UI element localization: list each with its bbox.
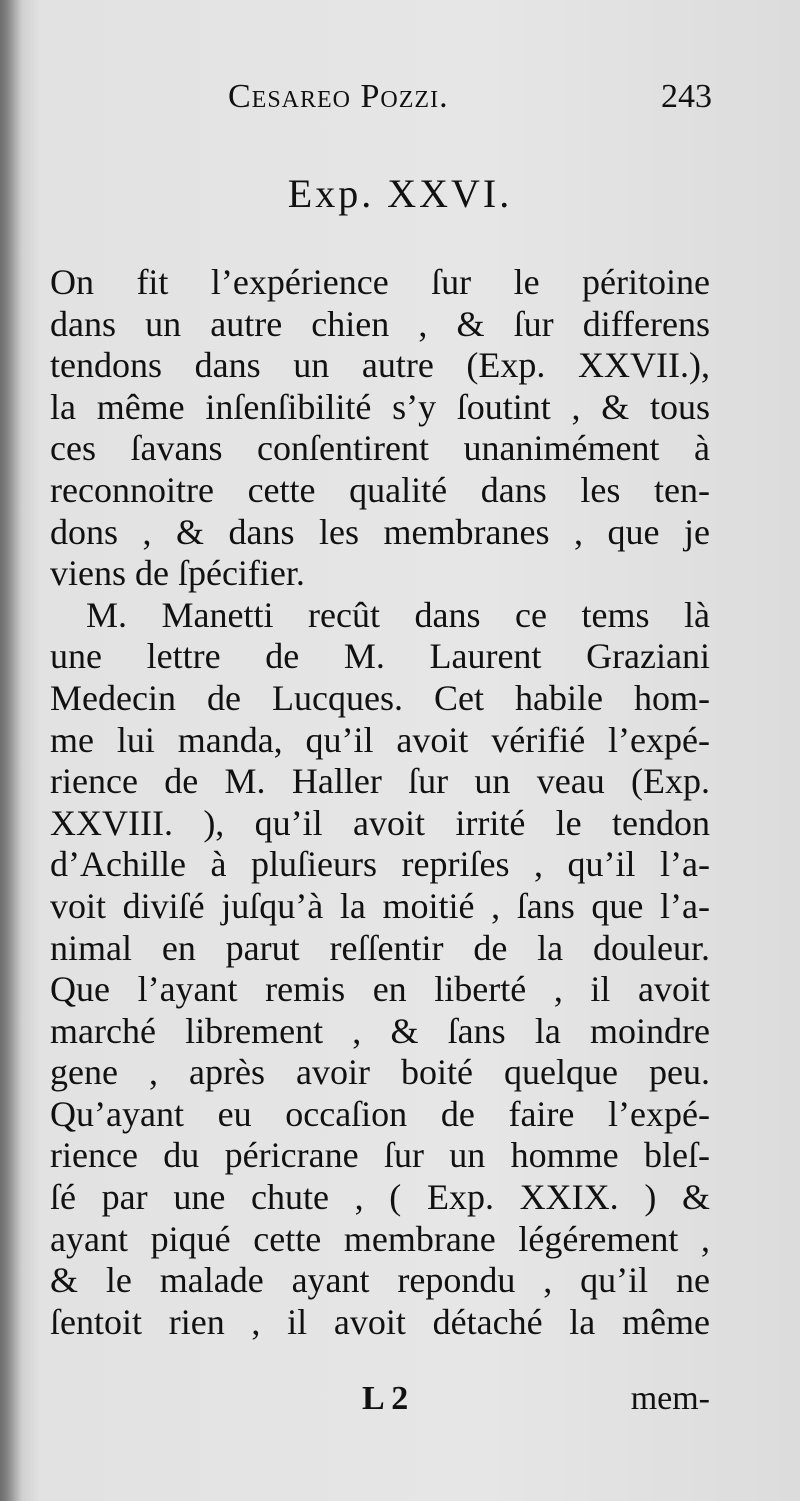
text-line: & le malade ayant repondu , qu’il ne (50, 1260, 710, 1301)
text-line: d’Achille à pluſieurs repriſes , qu’il l’a- (50, 844, 710, 885)
text-line: me lui manda, qu’il avoit vérifié l’expé- (50, 719, 710, 760)
text-line: gene , après avoir boité quelque peu. (50, 1052, 710, 1093)
text-line: Medecin de Lucques. Cet habile hom- (50, 677, 710, 718)
page-header (0, 78, 800, 126)
text-line: rience du péricrane ſur un homme bleſ- (50, 1135, 710, 1176)
text-line: nimal en parut reſſentir de la douleur. (50, 927, 710, 968)
text-line: On fit l’expérience ſur le péritoine (50, 262, 710, 302)
text-line: rience de M. Haller ſur un veau (Exp. (50, 761, 710, 802)
text-line: ſentoit rien , il avoit détaché la même (50, 1301, 710, 1342)
text-line: tendons dans un autre (Exp. XXVII.), (50, 345, 710, 386)
running-title: Cesareo Pozzi. (228, 78, 449, 115)
page-footer (0, 1380, 800, 1424)
text-line: ces ſavans conſentirent unanimément à (50, 428, 710, 469)
text-line: viens de ſpécifier. (50, 553, 305, 594)
text-line: M. Manetti recût dans ce tems là (86, 594, 710, 635)
text-line: Qu’ayant eu occaſion de faire l’expé- (50, 1093, 710, 1134)
body-text (50, 262, 710, 1343)
text-line: XXVIII. ), qu’il avoit irrité le tendon (50, 802, 710, 843)
paragraph-1 (50, 262, 710, 595)
signature-mark: L 2 (362, 1380, 409, 1417)
page-number: 243 (661, 78, 712, 115)
text-line: une lettre de M. Laurent Graziani (50, 636, 710, 677)
text-line: ſé par une chute , ( Exp. XXIX. ) & (50, 1177, 710, 1218)
section-title: Exp. XXVI. (287, 171, 513, 216)
text-line: Que l’ayant remis en liberté , il avoit (50, 969, 710, 1010)
text-line: reconnoitre cette qualité dans les ten- (50, 469, 710, 510)
text-line: ayant piqué cette membrane légérement , (50, 1218, 710, 1259)
text-line: voit diviſé juſqu’à la moitié , ſans que l’a- (50, 885, 710, 926)
text-line: la même inſenſibilité s’y ſoutint , & tous (50, 386, 710, 427)
text-line: dons , & dans les membranes , que je (50, 511, 710, 552)
text-line: dans un autre chien , & ſur differens (50, 303, 710, 344)
paragraph-2 (50, 595, 710, 1344)
catchword: mem- (630, 1380, 710, 1417)
text-line: marché librement , & ſans la moindre (50, 1010, 710, 1051)
